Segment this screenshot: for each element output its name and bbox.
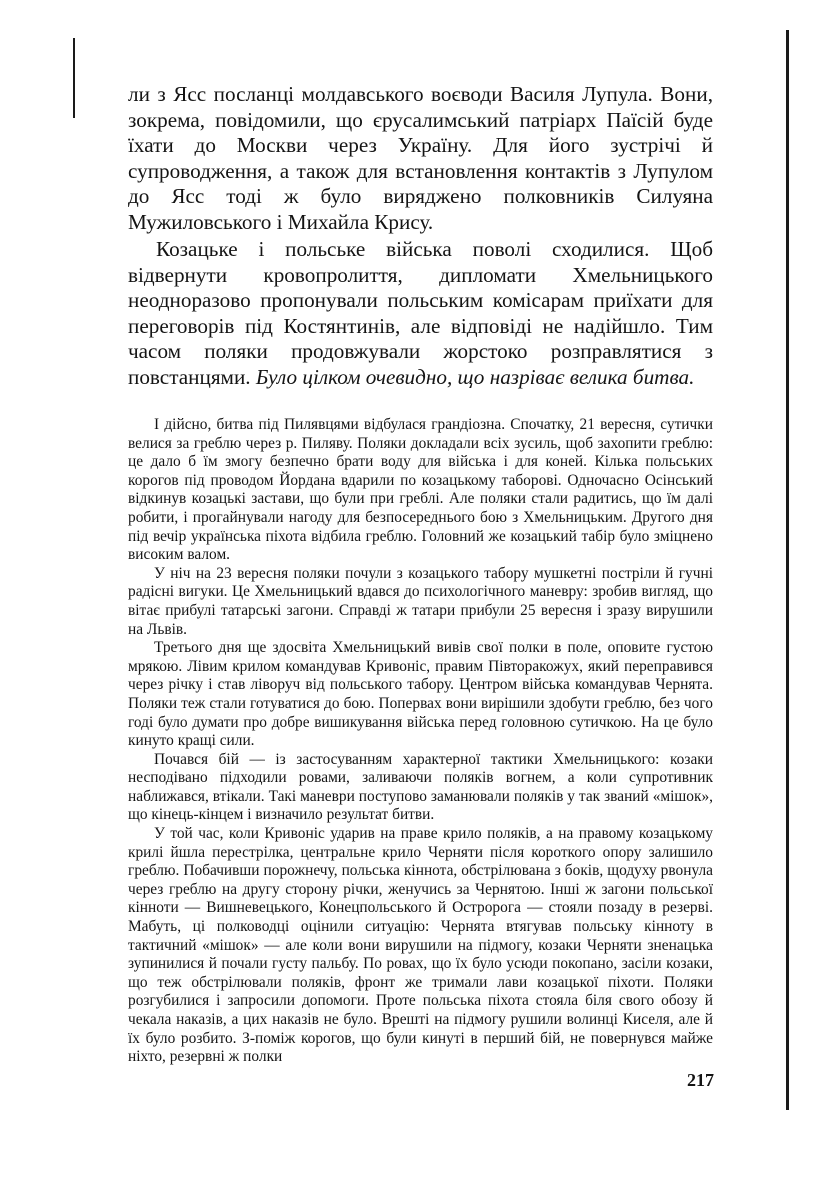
body-paragraph-1: І дійсно, битва під Пилявцями відбулася грандіозна. Спочатку, 21 вересня, сутички велися за греблю через р. Пиляву. Поляки докладали всіх зусиль, щоб захопити греблю: це дало б їм змогу безпечно брати воду для війська і для коней. Кілька польських корогов під проводом Йордана вдарили по козацькому таборові. Одночасно Осінський відкинув козацькі застави, що були при греблі. Але поляки стали радитись, що їм далі робити, і прогайнували нагоду для безпосереднього бою з Хмельницьким. Другого дня під вечір українська піхота відбила греблю. Головний же козацький табір було зміцнено високим валом. xyxy=(128,416,713,564)
scan-edge-mark-right xyxy=(786,30,789,1110)
intro-paragraph-2-text: Козацьке і польське війська поволі сходилися. Щоб відвернути кровопролиття, дипломати Хмельницького неодноразово пропонували польським комісарам приїхати для переговорів під Костянтинів, але відповіді не надійшло. Тим часом поляки продовжували жорстоко розправлятися з повстанцями. xyxy=(128,237,713,389)
intro-section xyxy=(128,82,713,390)
body-paragraph-4: Почався бій — із застосуванням характерної тактики Хмельницького: козаки несподівано підходили ровами, заливаючи поляків вогнем, а коли супротивник наближався, втікали. Такі маневри поступово заманювали поляків у так званий «мішок», що кінець-кінцем і визначило результат битви. xyxy=(128,750,713,824)
body-paragraph-5: У той час, коли Кривоніс ударив на праве крило поляків, а на правому козацькому крилі йшла перестрілка, центральне крило Черняти після короткого опору залишило греблю. Побачивши порожнечу, польська кіннота, обстрілювана з боків, щодуху рвонула через греблю на другу сторону річки, женучись за Чернятою. Інші ж загони польської кінноти — Вишневецького, Конецпольського й Остророга — стояли позаду в резерві. Мабуть, ці полководці оцінили ситуацію: Чернята втягував польську кінноту в тактичний «мішок» — але коли вони вирушили на підмогу, козаки Черняти зненацька зупинилися й почали густу пальбу. По ровах, що їх було усюди покопано, засіли козаки, що теж обстрілювали поляків, фронт же тримали лави козацької піхоти. Поляки розгубилися і запросили допомоги. Проте польська піхота стояла біля свого обозу й чекала наказів, а цих наказів не було. Врешті на підмогу рушили волинці Киселя, але й їх було розбито. З-поміж корогов, що були кинуті в перший бій, не повернувся майже ніхто, резервні ж полки xyxy=(128,825,713,1066)
body-paragraph-3: Третього дня ще здосвіта Хмельницький вивів свої полки в поле, оповите густою мрякою. Лівим крилом командував Кривоніс, правим Півторакожух, який переправився через річку і став ліворуч від польського табору. Центром війська командував Чернята. Поляки теж стали готуватися до бою. Поперваx вони вирішили здобути греблю, без чого годі було думати про добре вишикування війська перед головною сутичкою. На це було кинуто кращі сили. xyxy=(128,639,713,750)
body-paragraph-2: У ніч на 23 вересня поляки почули з козацького табору мушкетні постріли й гучні радісні вигуки. Це Хмельницький вдався до психологічного маневру: зробив вигляд, що вітає прибулі татарські загони. Справді ж татари прибули 25 вересня і зразу вирушили на Львів. xyxy=(128,564,713,638)
intro-paragraph-2 xyxy=(128,237,713,390)
body-section xyxy=(128,416,713,1067)
page-content xyxy=(128,82,713,1067)
scan-edge-mark-left xyxy=(73,38,75,118)
intro-paragraph-2-italic: Було цілком очевидно, що назріває велика битва. xyxy=(255,364,695,389)
intro-paragraph-1: ли з Ясс посланці молдавського воєводи Василя Лупула. Вони, зокрема, повідомили, що єрусалимський патріарх Паїсій буде їхати до Москви через Україну. Для його зустрічі й супроводження, а також для встановлення контактів з Лупулом до Ясс тоді ж було виряджено полковників Силуяна Мужиловського і Михайла Крису. xyxy=(128,82,713,234)
page-number: 217 xyxy=(687,1070,714,1090)
